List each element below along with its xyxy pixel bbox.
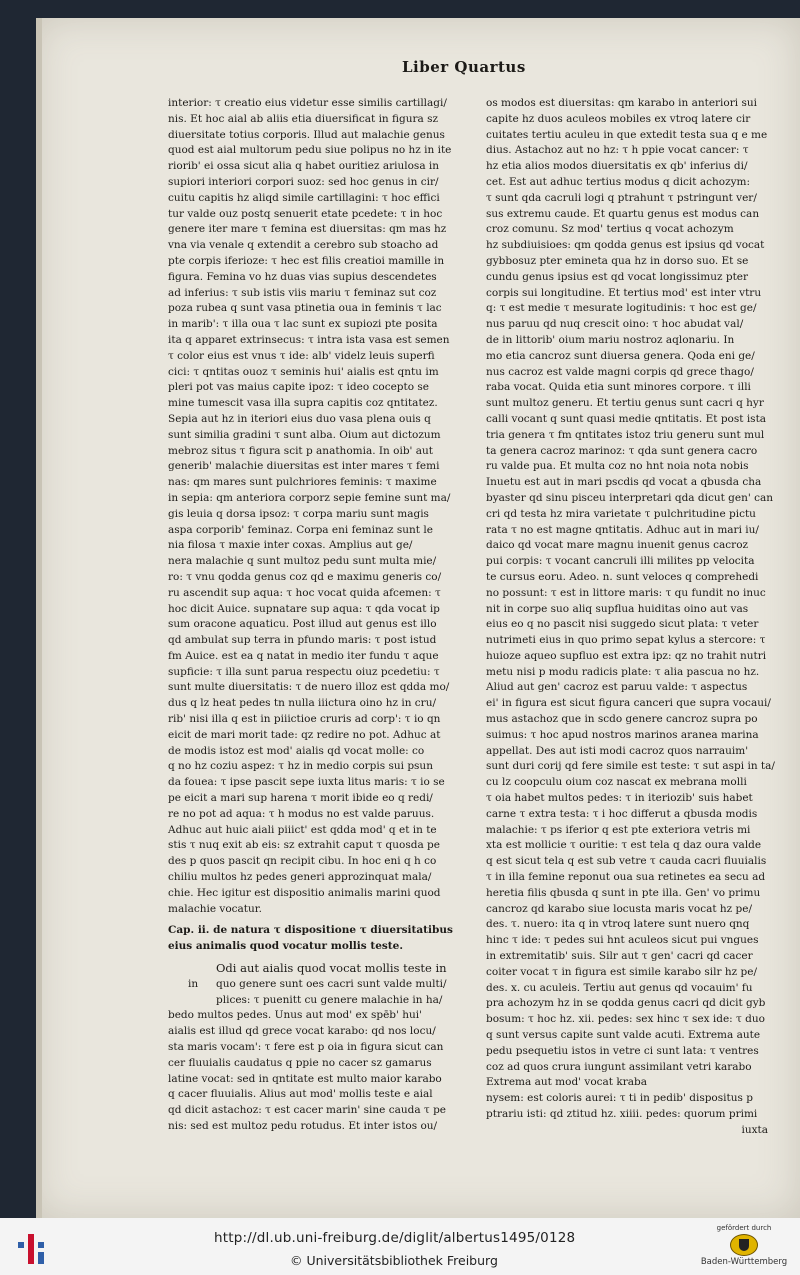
text-line: ad inferius: τ sub istis viis mariu τ feminaz sut coz xyxy=(168,286,437,299)
text-line: rata τ no est magne qntitatis. Adhuc aut in mari iu/ xyxy=(486,523,759,536)
text-line: cri qd testa hz mira varietate τ pulchritudine pictu xyxy=(486,507,756,520)
text-line: supficie: τ illa sunt parua respectu oiuz pcedetiu: τ xyxy=(168,665,440,678)
chapter-text-line: cer fluuialis caudatus q ppie no cacer sz gamarus xyxy=(168,1056,432,1069)
text-line: nas: qm mares sunt pulchriores feminis: τ maxime xyxy=(168,476,437,489)
text-line: ptrariu isti: qd ztitud hz. xiiii. pedes: quorum primi xyxy=(486,1108,758,1120)
chapter-text-line: quo genere sunt oes cacri sunt valde multi/ xyxy=(216,977,447,990)
text-line: τ oia habet multos pedes: τ in iteriozib' suis habet xyxy=(486,792,753,805)
baden-wuerttemberg-crest-icon xyxy=(730,1234,758,1256)
text-line: nutrimeti eius in quo primo sepat kylus a stercore: τ xyxy=(486,634,766,647)
text-line: raba vocat. Quida etia sunt minores corpore. τ illi xyxy=(486,381,751,394)
text-line: gybbosuz pter emineta qua hz in dorso suo. Et se xyxy=(486,254,749,267)
text-line: riorib' ei ossa sicut alia q habet ouritiez ariulosa in xyxy=(168,160,440,173)
text-line: quod est aial multorum pedu siue polipus no hz in ite xyxy=(168,144,452,157)
left-column xyxy=(168,96,464,1132)
running-head: Liber Quartus xyxy=(402,58,526,76)
chapter-text-line: Odi aut aialis quod vocat mollis teste in xyxy=(216,961,447,976)
text-line: Aliud aut gen' cacroz est paruu valde: τ aspectus xyxy=(486,681,748,694)
text-line: sum oracone aquaticu. Post illud aut genus est illo xyxy=(168,618,437,631)
text-line: os modos est diuersitas: qm karabo in anteriori sui xyxy=(486,97,757,109)
page-url-link[interactable]: http://dl.ub.uni-freiburg.de/diglit/albertus1495/0128 xyxy=(214,1230,576,1246)
text-line: Inuetu est aut in mari pscdis qd vocat a qbusda cha xyxy=(486,476,762,489)
text-line: vna via venale q extendit a cerebro sub stoacho ad xyxy=(168,239,439,252)
text-line: rib' nisi illa q est in piiictioe cruris ad corp': τ io qn xyxy=(168,713,441,726)
text-line: re no pot ad aqua: τ h modus no est valde paruus. xyxy=(168,807,435,820)
text-line: supiori interiori corpori suoz: sed hoc genus in cir/ xyxy=(168,175,439,188)
text-line: q est sicut tela q est sub vetre τ cauda cacri fluuialis xyxy=(486,855,767,868)
chapter-text-line: qd dicit astachoz: τ est cacer marin' sine cauda τ pe xyxy=(168,1104,446,1117)
sponsor-logo xyxy=(690,1222,798,1274)
text-line: iuxta xyxy=(741,1123,768,1136)
text-line: fm Auice. est ea q natat in medio iter fundu τ aque xyxy=(168,649,439,662)
text-line: τ color eius est vnus τ ide: alb' videlz leuis superfi xyxy=(168,349,435,362)
chapter-text-line: bedo multos pedes. Unus aut mod' ex spēb' hui' xyxy=(168,1009,423,1022)
text-line: ta genera cacroz marinoz: τ qda sunt genera cacro xyxy=(486,444,758,457)
footer-bar xyxy=(0,1218,800,1275)
text-line: eius eo q no pascit nisi suggedo sicut plata: τ veter xyxy=(486,618,759,631)
text-line: nus paruu qd nuq crescit oino: τ hoc abudat val/ xyxy=(486,318,744,331)
text-line: hoc dicit Auice. supnatare sup aqua: τ qda vocat ip xyxy=(168,602,440,615)
text-line: mus astachoz que in scdo genere cancroz supra po xyxy=(486,713,758,726)
text-line: nia filosa τ maxie inter coxas. Amplius aut ge/ xyxy=(168,539,413,552)
chapter-heading-line: eius animalis quod vocatur mollis teste. xyxy=(168,940,403,953)
text-line: pra achozym hz in se qodda genus cacri qd dicit gyb xyxy=(486,997,766,1010)
text-line: ei' in figura est sicut figura canceri que supra vocaui/ xyxy=(486,697,771,710)
text-line: corpis sui longitudine. Et tertius mod' est inter vtru xyxy=(486,286,762,299)
text-line: chiliu multos hz pedes generi approzinquat mala/ xyxy=(168,871,432,884)
text-line: des p quos pascit qn recipit cibu. In hoc eni q h co xyxy=(168,855,437,868)
text-line: mebroz situs τ figura scit p anathomia. In oib' aut xyxy=(168,444,434,457)
text-line: hz subdiuisioes: qm qodda genus est ipsius qd vocat xyxy=(486,239,765,252)
text-line: cici: τ qntitas ouoz τ seminis hui' aialis est qntu im xyxy=(168,365,439,378)
text-line: ita q apparet extrinsecus: τ intra ista vasa est semen xyxy=(168,333,450,346)
text-line: da fouea: τ ipse pascit sepe iuxta litus maris: τ io se xyxy=(168,776,445,789)
chapter-heading-line: Cap. ii. de natura τ dispositione τ diuersitatibus xyxy=(168,924,453,937)
text-line: hz etia alios modos diuersitatis ex qb' inferius di/ xyxy=(486,160,748,173)
copyright-text: © Universitätsbibliothek Freiburg xyxy=(290,1253,498,1268)
marginal-note: in xyxy=(188,978,199,990)
text-line: Extrema aut mod' vocat kraba xyxy=(486,1076,647,1089)
text-line: gis leuia q dorsa ipsoz: τ corpa mariu sunt magis xyxy=(168,507,429,520)
text-line: diuersitate totius corporis. Illud aut malachie genus xyxy=(168,128,445,141)
text-line: dus q lz heat pedes tn nulla iiictura oino hz in cru/ xyxy=(168,697,436,710)
text-line: cuitates tertiu aculeu in que extedit testa sua q e me xyxy=(486,128,768,141)
text-line: cu lz coopculu oium coz nascat ex mebrana molli xyxy=(486,776,747,789)
text-line: sus extremu caude. Et quartu genus est modus can xyxy=(486,207,760,220)
text-line: nit in corpe suo aliq supflua huiditas oino aut vas xyxy=(486,602,749,615)
text-line: interior: τ creatio eius videtur esse similis cartillagi/ xyxy=(168,97,447,109)
chapter-text-line: nis: sed est multoz pedu rotudus. Et inter istos ou/ xyxy=(168,1120,438,1132)
text-line: cuitu capitis hz aliqd simile cartillagini: τ hoc effici xyxy=(168,191,440,204)
text-line: aspa corporib' feminaz. Corpa eni feminaz sunt le xyxy=(168,523,433,536)
page-edge xyxy=(36,18,42,1218)
text-line: bosum: τ hoc hz. xii. pedes: sex hinc τ sex ide: τ duo xyxy=(486,1013,765,1026)
text-line: chie. Hec igitur est dispositio animalis marini quod xyxy=(168,886,441,899)
text-line: nis. Et hoc aial ab aliis etia diuersificat in figura sz xyxy=(168,112,439,125)
text-line: figura. Femina vo hz duas vias supius descendetes xyxy=(168,270,437,283)
text-line: Sepia aut hz in iteriori eius duo vasa plena ouis q xyxy=(168,412,431,425)
text-line: poza rubea q sunt vasa ptinetia oua in feminis τ lac xyxy=(168,302,442,315)
text-line: q sunt versus capite sunt valde acuti. Extrema aute xyxy=(486,1029,761,1042)
text-line: croz comunu. Sz mod' tertius q vocat achozym xyxy=(486,223,734,236)
text-line: mine tumescit vasa illa supra capitis coz qntitatez. xyxy=(168,397,438,410)
text-line: mo etia cancroz sunt diuersa genera. Qoda eni ge/ xyxy=(486,349,755,362)
text-line: ru ascendit sup aqua: τ hoc vocat quida afcemen: τ xyxy=(168,586,441,599)
text-line: malachie: τ ps iferior q est pte exteriora vetris mi xyxy=(486,823,751,836)
text-line: pui corpis: τ vocant cancruli illi milites pp velocita xyxy=(486,555,755,568)
text-line: cundu genus ipsius est qd vocat longissimuz pter xyxy=(486,270,749,283)
text-line: appellat. Des aut isti modi cacroz quos narrauim' xyxy=(486,744,749,757)
text-line: cancroz qd karabo siue locusta maris vocat hz pe/ xyxy=(486,902,753,915)
text-line: hinc τ ide: τ pedes sui hnt aculeos sicut pui vngues xyxy=(486,934,759,947)
text-line: huioze aqueo supfluo est extra ipz: qz no trahit nutri xyxy=(486,649,767,662)
text-line: sunt similia gradini τ sunt alba. Oium aut dictozum xyxy=(168,428,441,441)
text-line: pleri pot vas maius capite ipoz: τ ideo cocepto se xyxy=(168,381,429,394)
text-line: no possunt: τ est in littore maris: τ qu fundit no inuc xyxy=(486,586,766,599)
text-line: genere iter mare τ femina est diuersitas: qm mas hz xyxy=(168,223,447,236)
chapter-text-line: sta maris vocam': τ fere est p oia in figura sicut can xyxy=(168,1041,444,1054)
chapter-text-line: q cacer fluuialis. Alius aut mod' mollis teste e aial xyxy=(168,1088,433,1101)
text-line: capite hz duos aculeos mobiles ex vtroq latere cir xyxy=(486,112,751,125)
text-line: des. x. cu aculeis. Tertiu aut genus qd vocauim' fu xyxy=(486,981,753,994)
text-line: tria genera τ fm qntitates istoz triu generu sunt mul xyxy=(486,428,765,441)
text-line: ro: τ vnu qodda genus coz qd e maximu generis co/ xyxy=(168,570,442,583)
text-line: sunt duri corij qd fere simile est teste: τ sut aspi in ta/ xyxy=(486,760,775,773)
text-line: malachie vocatur. xyxy=(168,902,262,915)
text-line: nysem: est coloris aurei: τ ti in pedib' dispositus p xyxy=(486,1092,753,1105)
text-line: pedu psequetiu istos in vetre ci sunt lata: τ ventres xyxy=(486,1044,759,1057)
text-line: pte corpis iferioze: τ hec est filis creatioi mamille in xyxy=(168,254,445,267)
text-line: sunt multoz generu. Et tertiu genus sunt cacri q hyr xyxy=(486,397,764,410)
text-line: Adhuc aut huic aiali piiict' est qdda mod' q et in te xyxy=(168,823,437,836)
text-line: metu nisi p modu radicis plate: τ alia pascua no hz. xyxy=(486,665,760,678)
text-line: qd ambulat sup terra in pfundo maris: τ post istud xyxy=(168,634,437,647)
text-line: nera malachie q sunt multoz pedu sunt multa mie/ xyxy=(168,555,437,568)
text-line: dius. Astachoz aut no hz: τ h ppie vocat cancer: τ xyxy=(486,144,749,157)
text-line: te cursus eoru. Adeo. n. sunt veloces q comprehedi xyxy=(486,570,759,583)
ub-freiburg-logo-icon xyxy=(12,1228,52,1268)
chapter-text-line: latine vocat: sed in qntitate est multo maior karabo xyxy=(168,1072,442,1085)
text-line: q: τ est medie τ mesurate logitudinis: τ hoc est ge/ xyxy=(486,302,757,315)
text-line: carne τ extra testa: τ i hoc differut a qbusda modis xyxy=(486,807,758,820)
text-line: de modis istoz est mod' aialis qd vocat molle: co xyxy=(168,744,425,757)
text-line: de in littorib' oium mariu nostroz aqlonariu. In xyxy=(486,333,735,346)
sponsor-bottom-text: Baden-Württemberg xyxy=(700,1257,788,1267)
text-line: xta est mollicie τ ouritie: τ est tela q daz oura valde xyxy=(486,839,762,852)
text-line: τ in illa femine reponut oua sua retinetes ea secu ad xyxy=(486,871,766,884)
text-line: sunt multe diuersitatis: τ de nuero illoz est qdda mo/ xyxy=(168,681,450,694)
text-line: coz ad quos crura iungunt assimilant vetri karabo xyxy=(486,1060,752,1073)
sponsor-top-text: gefördert durch xyxy=(716,1224,772,1232)
text-line: q no hz coziu aspez: τ hz in medio corpis sui psun xyxy=(168,760,433,773)
text-line: cet. Est aut adhuc tertius modus q dicit achozym: xyxy=(486,175,751,188)
text-line: tur valde ouz postq senuerit etate pcedete: τ in hoc xyxy=(168,207,443,220)
text-line: in extremitatib' suis. Silr aut τ gen' cacri qd cacer xyxy=(486,950,753,963)
text-line: in sepia: qm anteriora corporz sepie femine sunt ma/ xyxy=(168,491,451,504)
right-column xyxy=(486,96,775,1136)
text-line: des. τ. nuero: ita q in vtroq latere sunt nuero qnq xyxy=(486,918,750,931)
text-line: τ sunt qda cacruli logi q ptrahunt τ pstringunt ver/ xyxy=(486,191,757,204)
text-line: generib' malachie diuersitas est inter mares τ femi xyxy=(168,460,440,473)
text-line: coiter vocat τ in figura est simile karabo silr hz pe/ xyxy=(486,965,757,978)
text-line: byaster qd sinu pisceu interpretari qda dicut gen' can xyxy=(486,491,774,504)
text-line: suimus: τ hoc apud nostros marinos aranea marina xyxy=(486,728,759,741)
text-line: pe eicit a mari sup harena τ morit ibide eo q redi/ xyxy=(168,792,433,805)
text-line: stis τ nuq exit ab eis: sz extrahit caput τ quosda pe xyxy=(168,839,440,852)
text-line: daico qd vocat mare magnu inuenit genus cacroz xyxy=(486,539,749,552)
text-line: heretia filis qbusda q sunt in pte illa. Gen' vo primu xyxy=(486,886,761,899)
chapter-text-line: plices: τ puenitt cu genere malachie in ha/ xyxy=(216,993,443,1006)
text-line: ru valde pua. Et multa coz no hnt noia nota nobis xyxy=(486,460,749,473)
text-line: eicit de mari morit tade: qz redire no pot. Adhuc at xyxy=(168,728,441,741)
text-line: in marib': τ illa oua τ lac sunt ex supiozi pte posita xyxy=(168,318,438,331)
text-line: nus cacroz est valde magni corpis qd grece thago/ xyxy=(486,365,754,378)
text-line: calli vocant q sunt quasi medie qntitatis. Et post ista xyxy=(486,412,767,425)
chapter-text-line: aialis est illud qd grece vocat karabo: qd nos locu/ xyxy=(168,1025,436,1038)
